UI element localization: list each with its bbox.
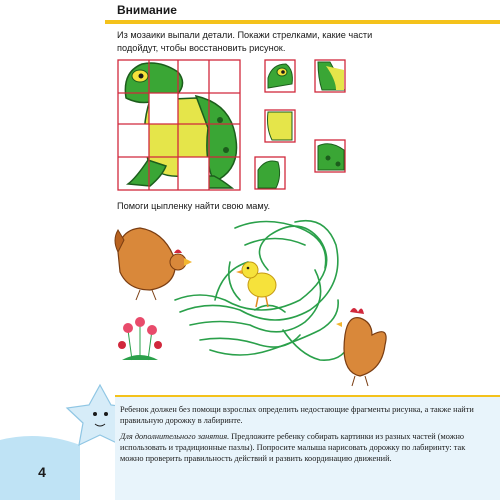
star-mascot-icon [0,385,133,500]
mosaic-piece [265,110,295,142]
parent-note-main: Ребенок должен без помощи взрослых определить недостающие фрагменты рисунка, а также найти правильную дорожку в лабиринте. [120,405,474,425]
note-extra-text: Предложите ребенку собирать картинки из разных частей (можно использовать и традиционные пазлы). Попросите малыша нарисовать дорожку по лабиринту: так можно проверить правильность действий и развить координацию движений. [120,432,466,463]
task2-instruction: Помоги цыпленку найти свою маму. [117,201,271,211]
mosaic-piece [315,140,345,172]
frog-mosaic [118,60,240,190]
hen-icon [115,228,192,300]
section-title: Внимание [117,3,177,17]
parent-note-extra [120,431,490,464]
page-number: 4 [38,464,46,480]
mosaic-piece [315,60,345,92]
task1-instruction: Из мозаики выпали детали. Покажи стрелками, какие части подойдут, чтобы восстановить рисунок. [117,30,373,53]
mosaic-piece [255,157,285,189]
chick-icon [236,262,276,307]
note-extra-lead: Для дополнительного занятия. [120,432,230,441]
rooster-icon [336,308,386,386]
flowers-icon [118,317,162,360]
mosaic-piece [265,60,295,92]
note-divider [115,395,500,397]
